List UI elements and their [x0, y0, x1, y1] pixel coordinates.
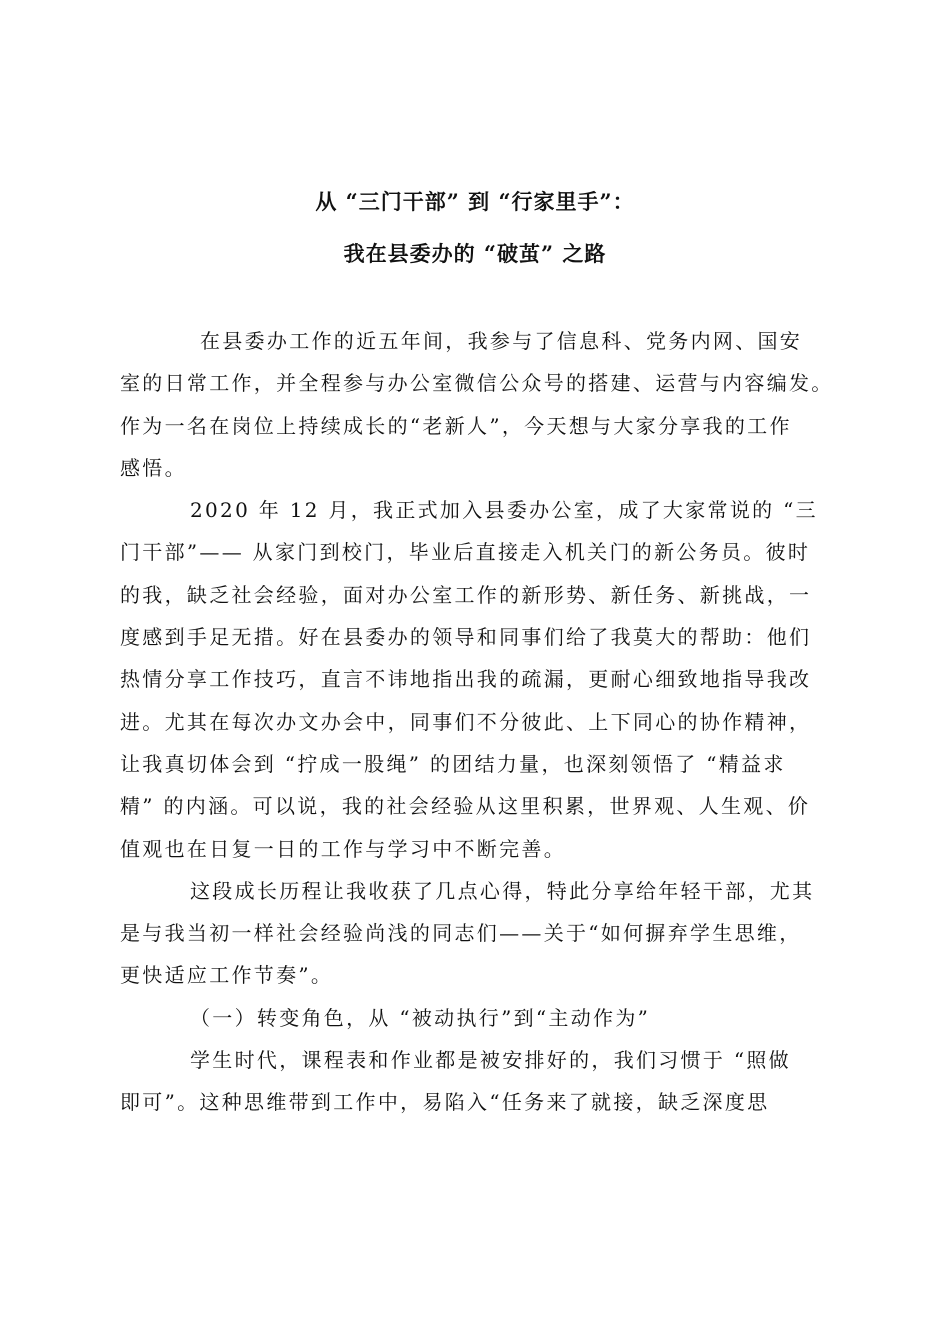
paragraph-1: [120, 320, 834, 489]
text-line: 热情分享工作技巧，直言不讳地指出我的疏漏，更耐心细致地指导我改: [120, 667, 812, 692]
text-line: 感悟。: [120, 455, 187, 480]
text-line: 这段成长历程让我收获了几点心得，特此分享给年轻干部，尤其: [190, 878, 815, 903]
paragraph-2: [120, 489, 825, 870]
section-heading-text: （一）转变角色，从 “被动执行”到“主动作为”: [190, 1005, 651, 1030]
text-line: 即可”。这种思维带到工作中，易陷入“任务来了就接，缺乏深度思: [120, 1090, 770, 1115]
text-line: 2020 年 12 月，我正式加入县委办公室，成了大家常说的 “三: [190, 498, 818, 523]
text-line: 进。尤其在每次办文办会中，同事们不分彼此、上下同心的协作精神，: [120, 709, 812, 734]
paragraph-3: [120, 870, 825, 997]
paragraph-4: [120, 1039, 825, 1124]
text-line: 精” 的内涵。可以说，我的社会经验从这里积累，世界观、人生观、价: [120, 794, 811, 819]
text-line: 学生时代，课程表和作业都是被安排好的，我们习惯于 “照做: [190, 1048, 791, 1073]
text-line: 让我真切体会到 “拧成一股绳” 的团结力量，也深刻领悟了 “精益求: [120, 751, 786, 776]
text-line: 度感到手足无措。好在县委办的领导和同事们给了我莫大的帮助：他们: [120, 625, 812, 650]
text-line: 值观也在日复一日的工作与学习中不断完善。: [120, 836, 566, 861]
title-line-1: 从 “三门干部” 到 “行家里手”：: [315, 189, 635, 214]
title-line-2: 我在县委办的 “破茧” 之路: [343, 241, 607, 266]
text-line: 在县委办工作的近五年间，我参与了信息科、党务内网、国安: [200, 329, 803, 353]
text-line: 室的日常工作，并全程参与办公室微信公众号的搭建、运营与内容编发。: [120, 371, 834, 396]
section-heading-1: [120, 997, 825, 1039]
text-line: 的我，缺乏社会经验，面对办公室工作的新形势、新任务、新挑战，一: [120, 582, 812, 607]
text-line: 门干部”—— 从家门到校门，毕业后直接走入机关门的新公务员。彼时: [120, 540, 811, 565]
text-line: 作为一名在岗位上持续成长的“老新人”，今天想与大家分享我的工作: [120, 413, 792, 438]
text-line: 更快适应工作节奏”。: [120, 963, 334, 988]
document-title: [120, 176, 830, 280]
document-body: [120, 320, 834, 1124]
text-line: 是与我当初一样社会经验尚浅的同志们——关于“如何摒弃学生思维，: [120, 921, 802, 946]
